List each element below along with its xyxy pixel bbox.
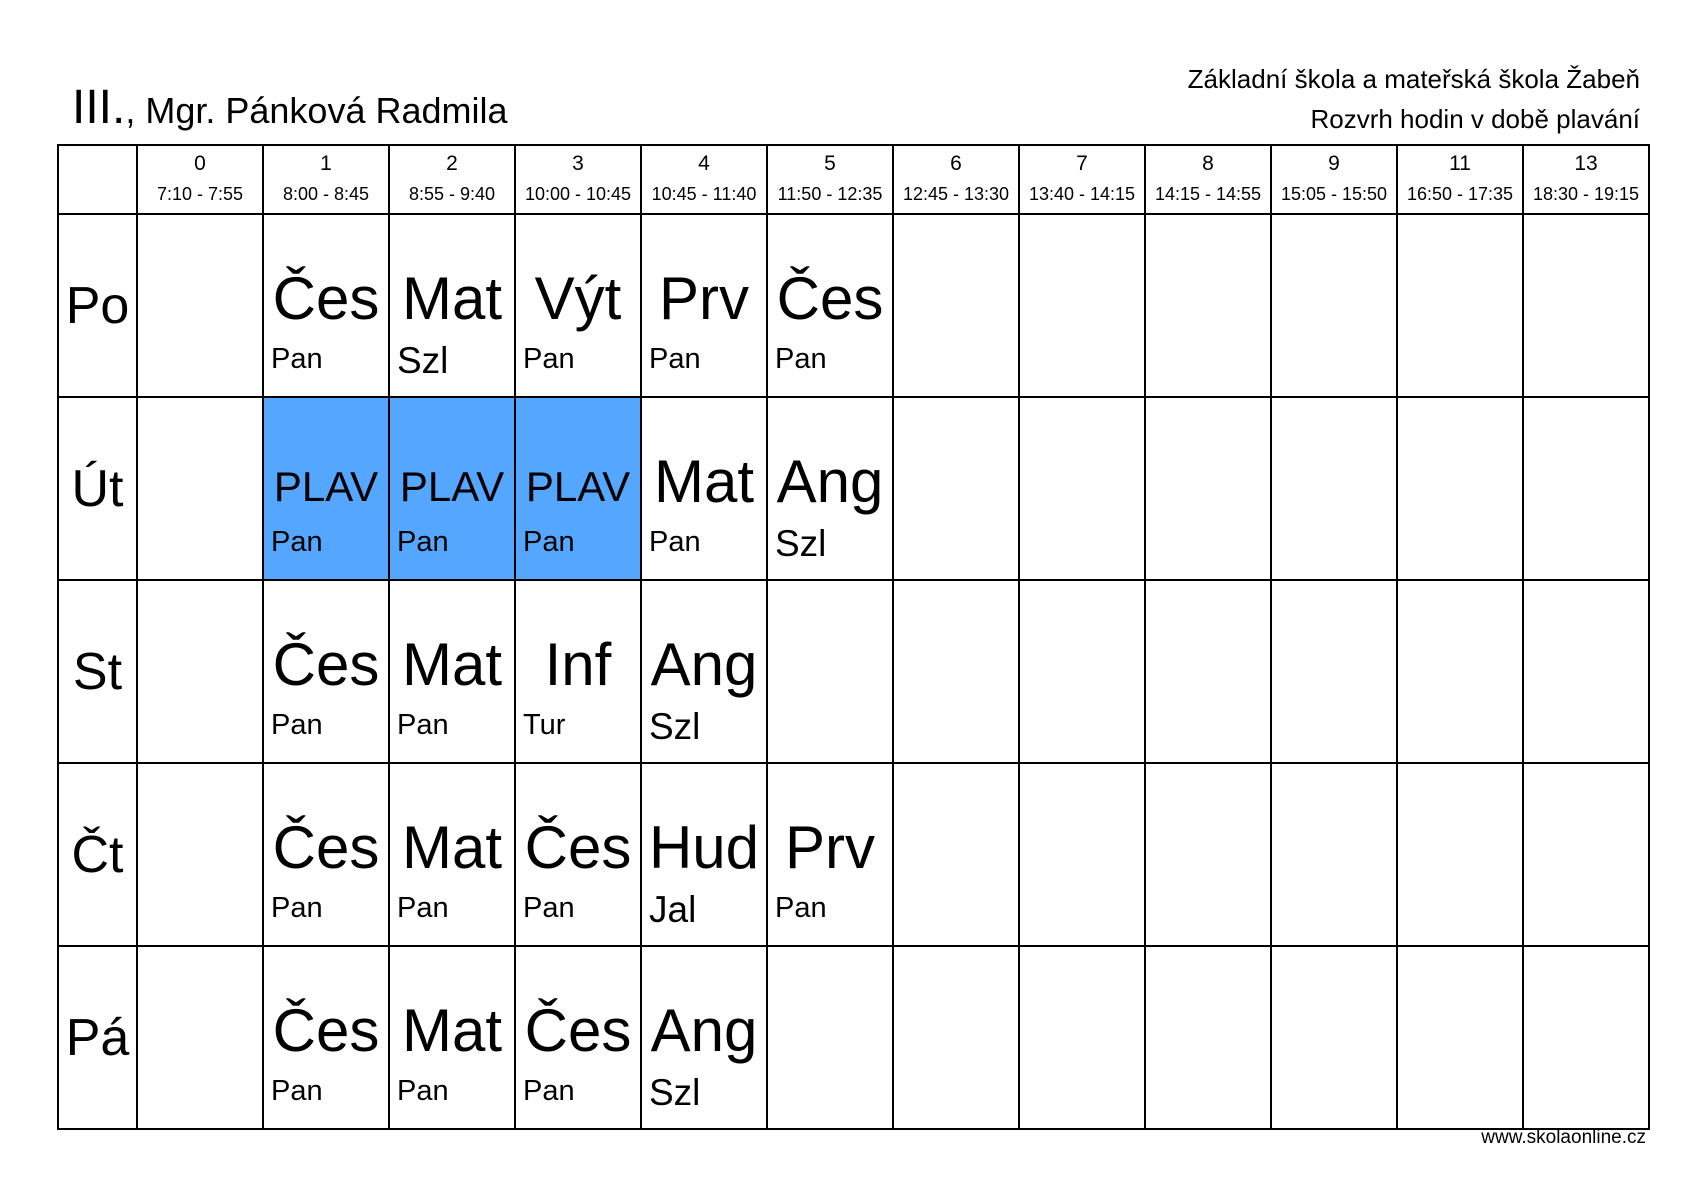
empty-cell: [1271, 580, 1397, 763]
day-label: Pá: [58, 946, 137, 1129]
school-name: Základní škola a mateřská škola Žabeň: [1187, 64, 1640, 94]
day-label: St: [58, 580, 137, 763]
lesson-teacher: Pan: [397, 1075, 449, 1107]
lesson-cell: [389, 214, 515, 397]
empty-cell: [137, 214, 263, 397]
day-label: Út: [58, 397, 137, 580]
lesson-cell: [389, 397, 515, 580]
period-header-row: [58, 145, 1649, 214]
empty-cell: [893, 397, 1019, 580]
lesson-cell: [515, 580, 641, 763]
empty-cell: [893, 214, 1019, 397]
period-header: [137, 145, 263, 214]
lesson-subject: PLAV: [273, 463, 379, 510]
lesson-teacher: Pan: [775, 343, 827, 375]
lesson-cell: [641, 397, 767, 580]
lesson-teacher: Pan: [649, 343, 701, 375]
timetable-subtitle: Rozvrh hodin v době plavání: [1310, 104, 1640, 134]
empty-cell: [1019, 763, 1145, 946]
lesson-subject: Čes: [524, 997, 632, 1064]
period-number: 11: [1449, 152, 1471, 175]
lesson-subject: Mat: [653, 448, 755, 515]
period-number: 1: [320, 152, 332, 175]
period-time: 8:55 - 9:40: [408, 184, 496, 204]
lesson-subject: Čes: [272, 814, 380, 881]
empty-cell: [893, 946, 1019, 1129]
period-header: [515, 145, 641, 214]
lesson-teacher: Pan: [523, 1075, 575, 1107]
lesson-teacher: Pan: [649, 526, 701, 558]
empty-cell: [137, 397, 263, 580]
lesson-teacher: Jal: [649, 889, 697, 930]
day-row: [58, 763, 1649, 946]
empty-cell: [1019, 580, 1145, 763]
period-header: [1145, 145, 1271, 214]
period-header: [893, 145, 1019, 214]
empty-cell: [1145, 763, 1271, 946]
empty-cell: [1397, 946, 1523, 1129]
empty-cell: [1397, 763, 1523, 946]
lesson-cell: [263, 763, 389, 946]
lesson-cell: [515, 946, 641, 1129]
period-number: 4: [698, 152, 710, 175]
lesson-cell: [641, 580, 767, 763]
empty-cell: [1145, 946, 1271, 1129]
empty-cell: [893, 580, 1019, 763]
lesson-subject: Čes: [776, 265, 884, 332]
day-label: Čt: [58, 763, 137, 946]
period-header: [767, 145, 893, 214]
period-number: 2: [446, 152, 458, 175]
class-teacher-name: Mgr. Pánková Radmila: [145, 90, 508, 131]
empty-cell: [1523, 763, 1649, 946]
lesson-teacher: Pan: [523, 526, 575, 558]
empty-cell: [1523, 214, 1649, 397]
empty-cell: [767, 946, 893, 1129]
class-title: [72, 81, 508, 134]
lesson-subject: Ang: [776, 448, 884, 515]
lesson-teacher: Szl: [397, 340, 449, 381]
period-header: [389, 145, 515, 214]
period-header: [641, 145, 767, 214]
period-number: 5: [824, 152, 836, 175]
lesson-subject: Prv: [659, 265, 749, 332]
lesson-teacher: Pan: [397, 892, 449, 924]
lesson-teacher: Szl: [649, 706, 701, 747]
empty-cell: [1019, 946, 1145, 1129]
empty-cell: [1271, 214, 1397, 397]
lesson-cell: [263, 580, 389, 763]
period-header: [1271, 145, 1397, 214]
lesson-cell: [767, 763, 893, 946]
lesson-teacher: Pan: [523, 892, 575, 924]
lesson-subject: Ang: [650, 997, 758, 1064]
lesson-subject: Čes: [272, 265, 380, 332]
empty-cell: [137, 580, 263, 763]
empty-cell: [1271, 763, 1397, 946]
lesson-cell: [515, 763, 641, 946]
lesson-cell: [263, 946, 389, 1129]
lesson-teacher: Szl: [775, 523, 827, 564]
period-number: 13: [1574, 152, 1598, 175]
lesson-subject: PLAV: [525, 463, 631, 510]
empty-cell: [1523, 580, 1649, 763]
lesson-cell: [389, 763, 515, 946]
period-time: 14:15 - 14:55: [1154, 184, 1262, 204]
day-row: [58, 397, 1649, 580]
empty-cell: [1397, 580, 1523, 763]
lesson-cell: [515, 397, 641, 580]
lesson-cell: [767, 214, 893, 397]
class-name: III.: [72, 81, 126, 134]
period-time: 10:00 - 10:45: [524, 184, 632, 204]
period-header: [1397, 145, 1523, 214]
day-row: [58, 580, 1649, 763]
period-time: 13:40 - 14:15: [1028, 184, 1136, 204]
lesson-cell: [389, 580, 515, 763]
period-number: 3: [572, 152, 584, 175]
period-number: 9: [1328, 152, 1340, 175]
lesson-cell: [641, 946, 767, 1129]
lesson-subject: Mat: [401, 265, 503, 332]
period-time: 16:50 - 17:35: [1406, 184, 1514, 204]
period-header: [1523, 145, 1649, 214]
empty-cell: [137, 946, 263, 1129]
lesson-teacher: Pan: [271, 709, 323, 741]
footer-url[interactable]: www.skolaonline.cz: [1481, 1127, 1646, 1148]
empty-cell: [1397, 214, 1523, 397]
lesson-subject: Mat: [401, 997, 503, 1064]
lesson-cell: [641, 214, 767, 397]
period-header: [263, 145, 389, 214]
lesson-subject: Mat: [401, 631, 503, 698]
lesson-teacher: Pan: [271, 526, 323, 558]
period-number: 8: [1202, 152, 1214, 175]
period-time: 15:05 - 15:50: [1280, 184, 1388, 204]
period-time: 8:00 - 8:45: [282, 184, 370, 204]
day-label: Po: [58, 214, 137, 397]
empty-cell: [1145, 214, 1271, 397]
empty-cell: [1019, 397, 1145, 580]
lesson-teacher: Pan: [523, 343, 575, 375]
lesson-teacher: Pan: [397, 526, 449, 558]
period-time: 10:45 - 11:40: [651, 184, 757, 204]
lesson-cell: [641, 763, 767, 946]
lesson-teacher: Pan: [271, 1075, 323, 1107]
period-number: 6: [950, 152, 962, 175]
period-number: 7: [1076, 152, 1088, 175]
period-time: 7:10 - 7:55: [156, 184, 244, 204]
lesson-subject: PLAV: [399, 463, 505, 510]
separator: ,: [125, 90, 146, 131]
lesson-teacher: Szl: [649, 1072, 701, 1113]
lesson-subject: Hud: [648, 814, 760, 881]
lesson-teacher: Pan: [397, 709, 449, 741]
lesson-subject: Čes: [272, 631, 380, 698]
empty-cell: [1523, 946, 1649, 1129]
empty-cell: [1019, 214, 1145, 397]
lesson-cell: [767, 397, 893, 580]
period-number: 0: [194, 152, 206, 175]
lesson-subject: Inf: [544, 631, 612, 698]
lesson-teacher: Pan: [271, 343, 323, 375]
empty-cell: [767, 580, 893, 763]
lesson-subject: Výt: [534, 265, 622, 332]
period-header: [1019, 145, 1145, 214]
lesson-teacher: Pan: [775, 892, 827, 924]
lesson-subject: Čes: [524, 814, 632, 881]
corner-cell: [58, 145, 137, 214]
lesson-cell: [263, 397, 389, 580]
period-time: 18:30 - 19:15: [1532, 184, 1640, 204]
lesson-subject: Ang: [650, 631, 758, 698]
timetable-body: [58, 214, 1649, 1129]
empty-cell: [1145, 397, 1271, 580]
empty-cell: [1271, 946, 1397, 1129]
lesson-teacher: Tur: [523, 709, 566, 741]
period-time: 12:45 - 13:30: [902, 184, 1010, 204]
empty-cell: [1523, 397, 1649, 580]
lesson-cell: [389, 946, 515, 1129]
lesson-cell: [515, 214, 641, 397]
empty-cell: [137, 763, 263, 946]
empty-cell: [1145, 580, 1271, 763]
day-row: [58, 214, 1649, 397]
lesson-subject: Čes: [272, 997, 380, 1064]
lesson-cell: [263, 214, 389, 397]
day-row: [58, 946, 1649, 1129]
lesson-subject: Prv: [785, 814, 875, 881]
period-time: 11:50 - 12:35: [777, 184, 883, 204]
empty-cell: [893, 763, 1019, 946]
empty-cell: [1271, 397, 1397, 580]
timetable: [57, 144, 1650, 1130]
empty-cell: [1397, 397, 1523, 580]
lesson-teacher: Pan: [271, 892, 323, 924]
lesson-subject: Mat: [401, 814, 503, 881]
